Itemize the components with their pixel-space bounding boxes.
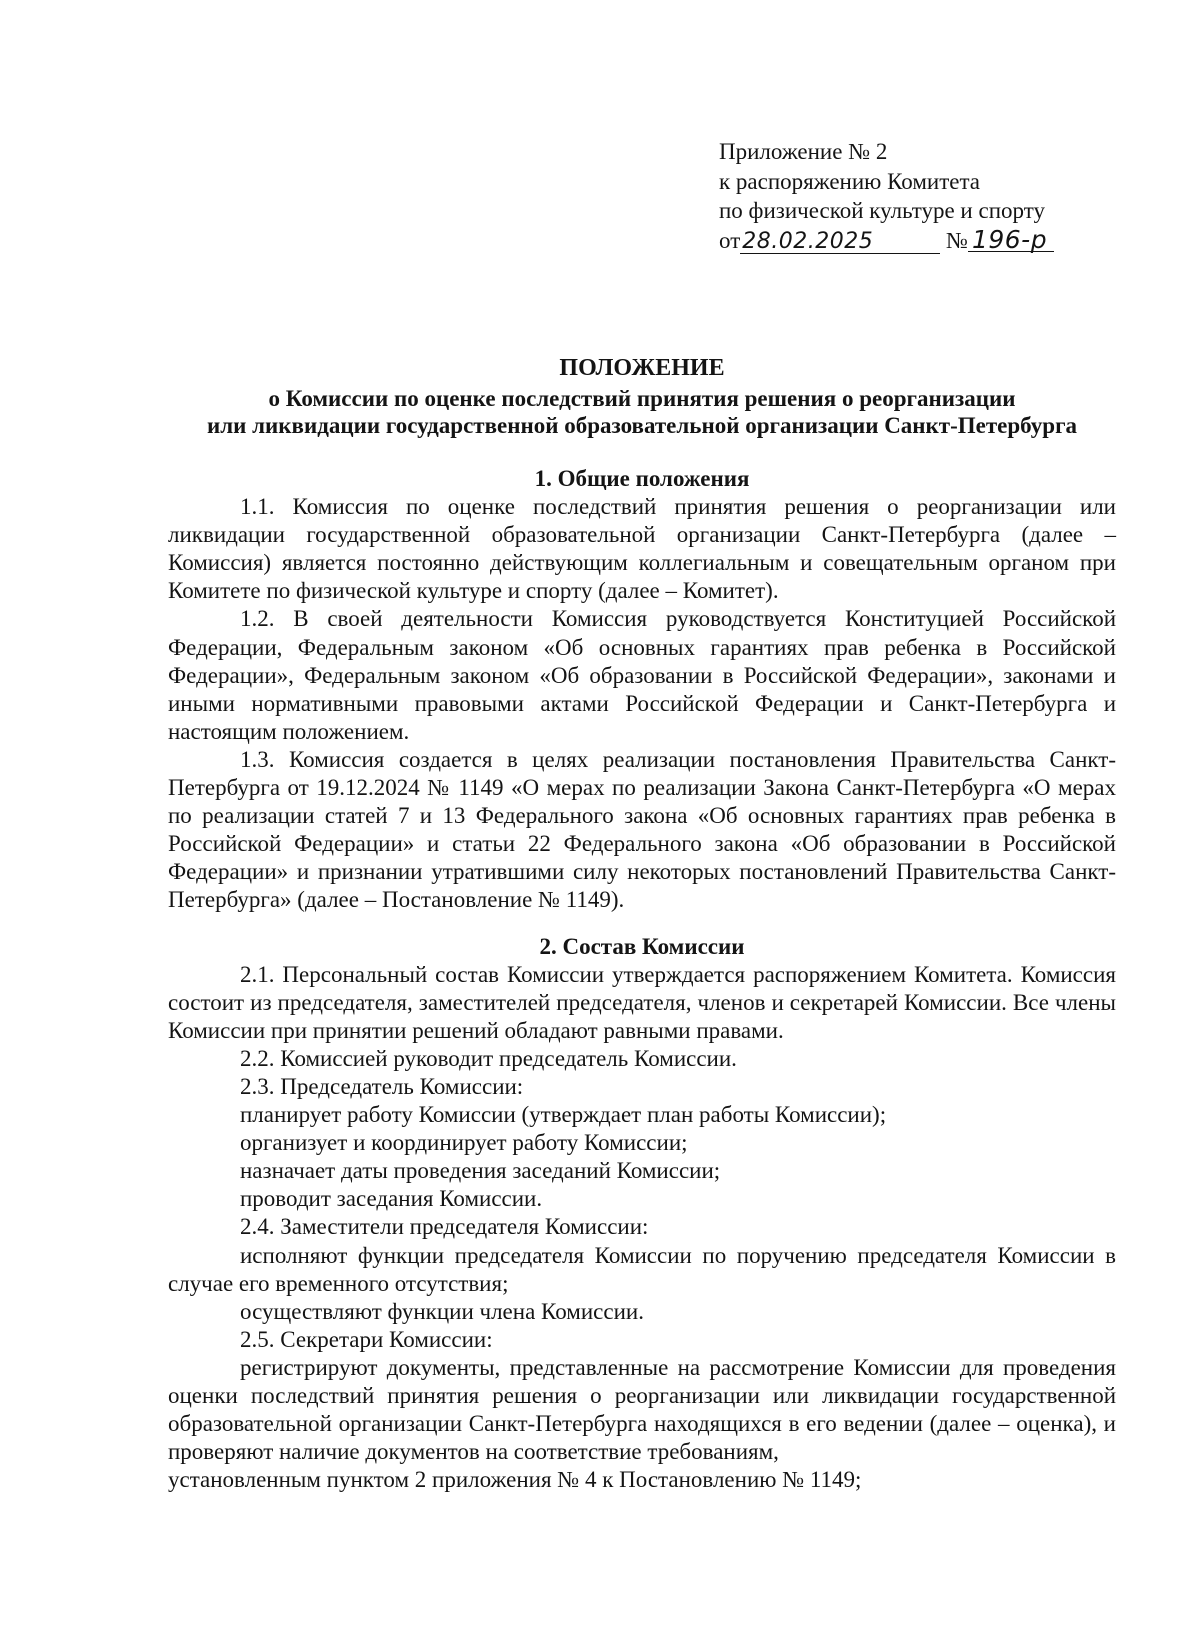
paragraph-2-4: 2.4. Заместители председателя Комиссии: — [240, 1214, 649, 1240]
title-subtitle-line-1: о Комиссии по оценке последствий принятия решения о реорганизации — [268, 386, 1016, 411]
paragraph-2-1: 2.1. Персональный состав Комиссии утверждается распоряжением Комитета. Комиссия состоит из председателя, заместителей председателя, членов и секретарей Комиссии. Все члены Комиссии при принятии решений обладают равными правами. — [168, 961, 1116, 1043]
title-main: ПОЛОЖЕНИЕ — [559, 355, 725, 381]
title-subtitle-line-2: или ликвидации государственной образовательной организации Санкт-Петербурга — [206, 413, 1078, 438]
paragraph-2-3-item-a: планирует работу Комиссии (утверждает план работы Комиссии); — [240, 1102, 887, 1128]
paragraph-2-3-item-b: организует и координирует работу Комиссии; — [240, 1130, 688, 1156]
appendix-line-2: к распоряжению Комитета — [719, 168, 980, 194]
paragraph-1-1: 1.1. Комиссия по оценке последствий принятия решения о реорганизации или ликвидации государственной образовательной организации Санкт-Петербурга (далее – Комиссия) является постоянно действующим коллегиальным и совещательным органом при Комитете по физической культуре и спорту (далее – Комитет). — [168, 494, 1116, 604]
paragraph-1-3: 1.3. Комиссия создается в целях реализации постановления Правительства Санкт-Петербурга от 19.12.2024 № 1149 «О мерах по реализации Закона Санкт-Петербурга «О мерах по реализации статей 7 и 13 Федерального закона «Об основных гарантиях прав ребенка в Российской Федерации» и статьи 22 Федерального закона «Об образовании в Российской Федерации» и признании утратившими силу некоторых постановлений Правительства Санкт-Петербурга» (далее – Постановление № 1149). — [168, 746, 1116, 913]
paragraph-2-3-item-d: проводит заседания Комиссии. — [240, 1186, 543, 1212]
paragraph-2-5-item-a: регистрируют документы, представленные на рассмотрение Комиссии для проведения оценки последствий принятия решения о реорганизации или ликвидации государственной образовательной организации Санкт-Петербурга находящихся в его ведении (далее – оценка), и проверяют наличие документов на соответствие требованиям, — [168, 1354, 1116, 1465]
paragraph-2-5: 2.5. Секретари Комиссии: — [240, 1326, 493, 1352]
paragraph-2-4-item-b: осуществляют функции члена Комиссии. — [240, 1298, 644, 1324]
handwritten-date: 28.02.2025 — [740, 231, 940, 254]
paragraph-2-2: 2.2. Комиссией руководит председатель Комиссии. — [240, 1045, 737, 1071]
paragraph-2-4-item-a: исполняют функции председателя Комиссии по поручению председателя Комиссии в случае его временного отсутствия; — [168, 1242, 1116, 1296]
handwritten-number: 196-р — [968, 229, 1054, 252]
number-prefix: № — [946, 227, 968, 253]
section-heading-1: 1. Общие положения — [534, 466, 750, 491]
document-body — [168, 465, 1116, 1494]
document-title — [168, 355, 1116, 439]
paragraph-1-2: 1.2. В своей деятельности Комиссия руководствуется Конституцией Российской Федерации, Федеральным законом «Об основных гарантиях прав ребенка в Российской Федерации», Федеральным законом «Об образовании в Российской Федерации», законами и иными нормативными правовыми актами Российской Федерации и Санкт-Петербурга и настоящим положением. — [168, 606, 1116, 744]
date-prefix: от — [719, 227, 741, 253]
paragraph-2-3-item-c: назначает даты проведения заседаний Комиссии; — [240, 1158, 721, 1184]
section-heading-2: 2. Состав Комиссии — [539, 933, 745, 959]
paragraph-2-5-item-a-ending: установленным пунктом 2 приложения № 4 к Постановлению № 1149; — [168, 1467, 862, 1493]
appendix-header — [719, 137, 1119, 255]
paragraph-2-3: 2.3. Председатель Комиссии: — [240, 1073, 524, 1099]
appendix-date-number-row — [719, 226, 1119, 256]
appendix-line-3: по физической культуре и спорту — [719, 198, 1045, 223]
appendix-line-1: Приложение № 2 — [719, 139, 888, 164]
